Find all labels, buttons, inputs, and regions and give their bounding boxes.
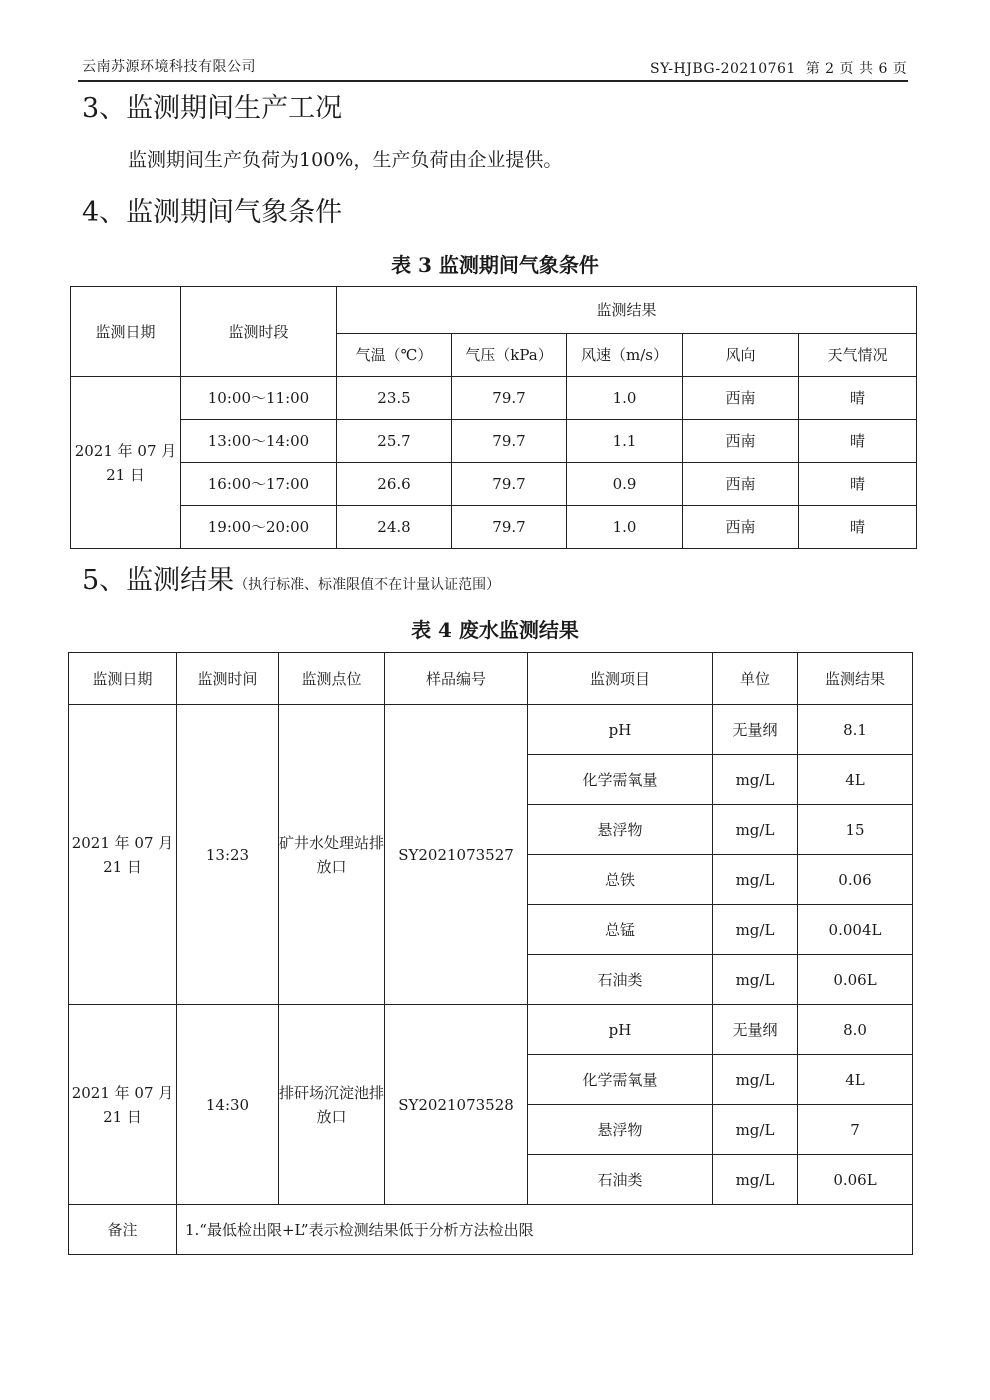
column-header: 监测结果 [798, 653, 913, 705]
table-3-caption: 表 3 监测期间气象条件 [391, 253, 599, 277]
time-cell: 14:30 [177, 1005, 279, 1205]
data-cell: 10:00～11:00 [181, 377, 337, 420]
unit-cell: mg/L [713, 955, 798, 1005]
item-cell: pH [528, 705, 713, 755]
date-cell: 2021 年 07 月 21 日 [69, 1005, 177, 1205]
result-cell: 4L [798, 1055, 913, 1105]
unit-cell: 无量纲 [713, 705, 798, 755]
data-cell: 24.8 [337, 506, 452, 549]
data-cell: 79.7 [452, 506, 567, 549]
data-cell: 1.1 [567, 420, 683, 463]
result-cell: 0.004L [798, 905, 913, 955]
wastewater-table [68, 652, 913, 1255]
section-3-text: 监测期间生产负荷为100%，生产负荷由企业提供。 [128, 149, 563, 171]
data-cell: 16:00～17:00 [181, 463, 337, 506]
report-number: SY-HJBG-20210761 [650, 61, 796, 77]
result-cell: 0.06L [798, 1155, 913, 1205]
header-divider [78, 80, 908, 82]
section-5-note: （执行标准、标准限值不在计量认证范围） [234, 577, 501, 593]
column-header: 监测点位 [279, 653, 385, 705]
result-cell: 7 [798, 1105, 913, 1155]
unit-cell: mg/L [713, 855, 798, 905]
column-header: 监测项目 [528, 653, 713, 705]
table-row [69, 705, 913, 755]
unit-cell: mg/L [713, 805, 798, 855]
date-cell: 2021 年 07 月 21 日 [69, 705, 177, 1005]
weather-table [70, 286, 917, 549]
data-cell: 0.9 [567, 463, 683, 506]
result-cell: 0.06L [798, 955, 913, 1005]
unit-cell: mg/L [713, 1155, 798, 1205]
data-cell: 23.5 [337, 377, 452, 420]
item-cell: 化学需氧量 [528, 1055, 713, 1105]
item-cell: 总铁 [528, 855, 713, 905]
result-cell: 8.1 [798, 705, 913, 755]
header-period: 监测时段 [181, 287, 337, 377]
remark-text: 1.“最低检出限+L”表示检测结果低于分析方法检出限 [177, 1205, 913, 1255]
column-header: 单位 [713, 653, 798, 705]
column-header: 天气情况 [799, 334, 917, 377]
column-header: 监测时间 [177, 653, 279, 705]
report-number-page [650, 58, 907, 78]
column-header: 气压（kPa） [452, 334, 567, 377]
data-cell: 13:00～14:00 [181, 420, 337, 463]
data-cell: 西南 [683, 420, 799, 463]
data-cell: 79.7 [452, 420, 567, 463]
section-3-title: 3、监测期间生产工况 [82, 93, 343, 124]
data-cell: 晴 [799, 377, 917, 420]
unit-cell: 无量纲 [713, 1005, 798, 1055]
header-result: 监测结果 [337, 287, 917, 334]
data-cell: 26.6 [337, 463, 452, 506]
table-4-caption: 表 4 废水监测结果 [411, 618, 579, 642]
data-cell: 1.0 [567, 377, 683, 420]
data-cell: 晴 [799, 420, 917, 463]
data-cell: 晴 [799, 463, 917, 506]
result-cell: 8.0 [798, 1005, 913, 1055]
page-indicator: 第 2 页 共 6 页 [805, 61, 908, 77]
item-cell: 悬浮物 [528, 1105, 713, 1155]
result-cell: 0.06 [798, 855, 913, 905]
section-5-heading: 5、监测结果 [82, 565, 235, 596]
result-cell: 15 [798, 805, 913, 855]
data-cell: 1.0 [567, 506, 683, 549]
sample-cell: SY2021073528 [385, 1005, 528, 1205]
table-row [71, 463, 917, 506]
item-cell: 悬浮物 [528, 805, 713, 855]
site-cell: 矿井水处理站排放口 [279, 705, 385, 1005]
column-header: 风速（m/s） [567, 334, 683, 377]
date-cell: 2021 年 07 月 21 日 [71, 377, 181, 549]
unit-cell: mg/L [713, 755, 798, 805]
unit-cell: mg/L [713, 905, 798, 955]
time-cell: 13:23 [177, 705, 279, 1005]
section-4-title: 4、监测期间气象条件 [82, 197, 343, 228]
column-header: 风向 [683, 334, 799, 377]
data-cell: 19:00～20:00 [181, 506, 337, 549]
item-cell: 石油类 [528, 1155, 713, 1205]
column-header: 气温（℃） [337, 334, 452, 377]
company-name: 云南苏源环境科技有限公司 [82, 59, 256, 75]
header-date: 监测日期 [71, 287, 181, 377]
remark-label: 备注 [69, 1205, 177, 1255]
item-cell: 石油类 [528, 955, 713, 1005]
data-cell: 79.7 [452, 377, 567, 420]
section-5-title [82, 558, 500, 597]
site-cell: 排矸场沉淀池排放口 [279, 1005, 385, 1205]
column-header: 样品编号 [385, 653, 528, 705]
unit-cell: mg/L [713, 1105, 798, 1155]
column-header: 监测日期 [69, 653, 177, 705]
data-cell: 晴 [799, 506, 917, 549]
data-cell: 西南 [683, 377, 799, 420]
table-row [71, 420, 917, 463]
item-cell: 总锰 [528, 905, 713, 955]
table-row [71, 506, 917, 549]
sample-cell: SY2021073527 [385, 705, 528, 1005]
table-row [71, 377, 917, 420]
data-cell: 西南 [683, 506, 799, 549]
item-cell: pH [528, 1005, 713, 1055]
item-cell: 化学需氧量 [528, 755, 713, 805]
data-cell: 西南 [683, 463, 799, 506]
table-row [69, 1005, 913, 1055]
data-cell: 79.7 [452, 463, 567, 506]
result-cell: 4L [798, 755, 913, 805]
data-cell: 25.7 [337, 420, 452, 463]
unit-cell: mg/L [713, 1055, 798, 1105]
